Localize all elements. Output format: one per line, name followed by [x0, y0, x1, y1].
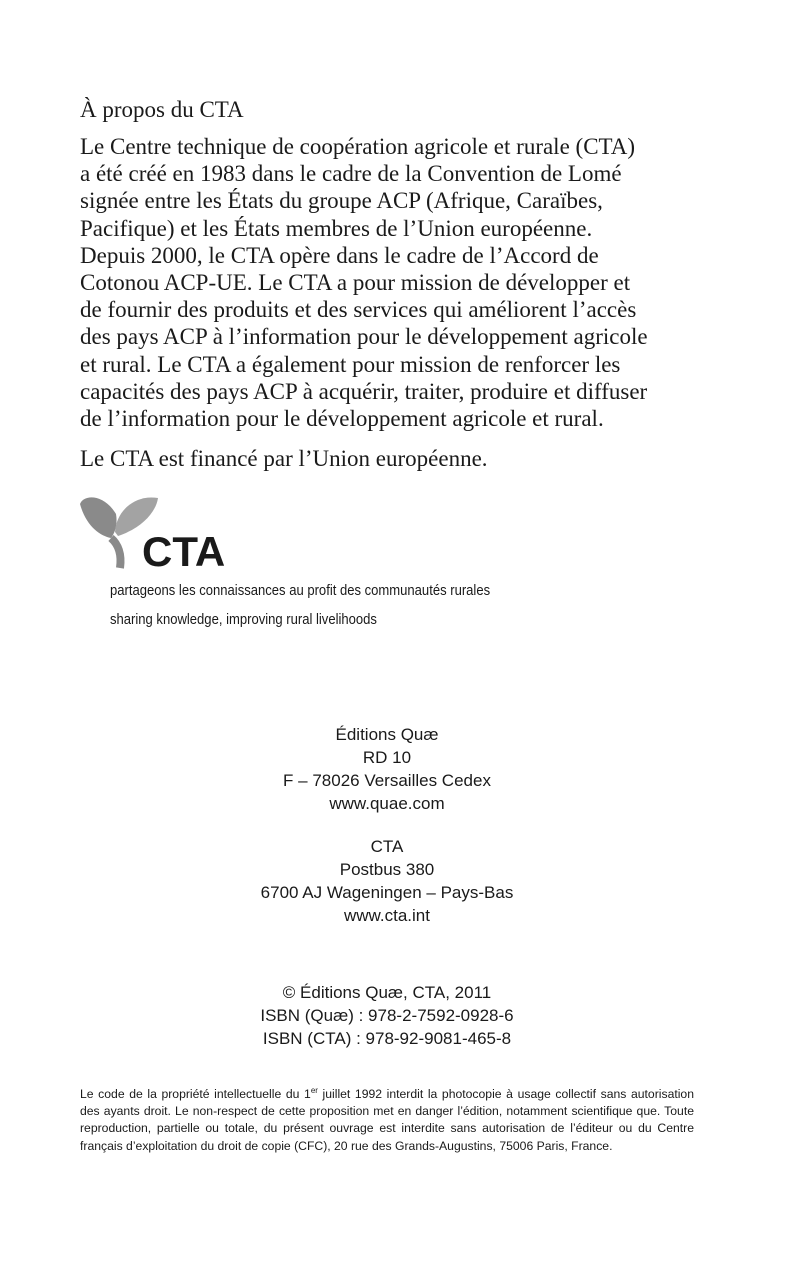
legal-text-rest: juillet 1992 interdit la photocopie à usage collectif sans autorisation des ayants droit. Le non-respect de cette proposition met en danger l’édition, notamment scientifique que. Toute reproduction, partielle ou totale, du présent ouvrage est interdite sans autorisation de l’éditeur ou du Centre français d’exploitation du droit de copie (CFC), 20 rue des Grands-Augustins, 75006 Paris, France. — [80, 1087, 694, 1153]
cta-address-line: 6700 AJ Wageningen – Pays-Bas — [260, 883, 514, 902]
about-line: Depuis 2000, le CTA opère dans le cadre de l’Accord de — [80, 242, 599, 268]
about-line: Le Centre technique de coopération agricole et rurale (CTA) — [80, 134, 636, 159]
about-line: et rural. Le CTA a également pour mission de renforcer les — [80, 351, 621, 377]
publisher-address-line: RD 10 — [362, 748, 412, 767]
about-line: de l’information pour le développement agricole et rural. — [80, 406, 604, 432]
about-paragraph — [80, 133, 693, 432]
cta-logo — [78, 492, 248, 572]
funding-statement: Le CTA est financé par l’Union européenne. — [80, 446, 488, 471]
publisher-name: Éditions Quæ — [335, 725, 439, 744]
cta-address-line: Postbus 380 — [339, 860, 435, 879]
tagline-french: partageons les connaissances au profit des communautés rurales — [110, 583, 491, 599]
about-line: Cotonou ACP-UE. Le CTA a pour mission de développer et — [80, 270, 631, 296]
cta-website: www.cta.int — [344, 906, 430, 925]
copyright-notice: © Éditions Quæ, CTA, 2011 — [282, 983, 492, 1002]
about-line: Pacifique) et les États membres de l’Union européenne. — [80, 215, 593, 241]
publisher-website: www.quae.com — [329, 794, 445, 813]
legal-superscript: er — [310, 1085, 318, 1095]
cta-address — [0, 835, 774, 927]
about-line: capacités des pays ACP à acquérir, traiter, produire et diffuser — [80, 378, 648, 404]
copyright-block — [0, 981, 774, 1050]
legal-text-start: Le code de la propriété intellectuelle du 1 — [80, 1087, 311, 1101]
isbn-cta: ISBN (CTA) : 978-92-9081-465-8 — [262, 1029, 512, 1048]
cta-logo-wordmark: CTA — [142, 528, 226, 572]
about-line: signée entre les États du groupe ACP (Afrique, Caraïbes, — [80, 188, 603, 214]
about-line: des pays ACP à l’information pour le développement agricole — [80, 324, 648, 350]
publisher-address — [0, 723, 774, 815]
cta-name: CTA — [370, 837, 404, 856]
isbn-quae: ISBN (Quæ) : 978-2-7592-0928-6 — [260, 1006, 514, 1025]
tagline-english: sharing knowledge, improving rural livelihoods — [110, 612, 377, 628]
publisher-address-line: F – 78026 Versailles Cedex — [283, 771, 491, 790]
about-line: de fournir des produits et des services qui améliorent l’accès — [80, 297, 637, 323]
legal-notice — [80, 1086, 694, 1155]
about-line: a été créé en 1983 dans le cadre de la Convention de Lomé — [80, 161, 622, 187]
about-heading: À propos du CTA — [80, 97, 244, 122]
